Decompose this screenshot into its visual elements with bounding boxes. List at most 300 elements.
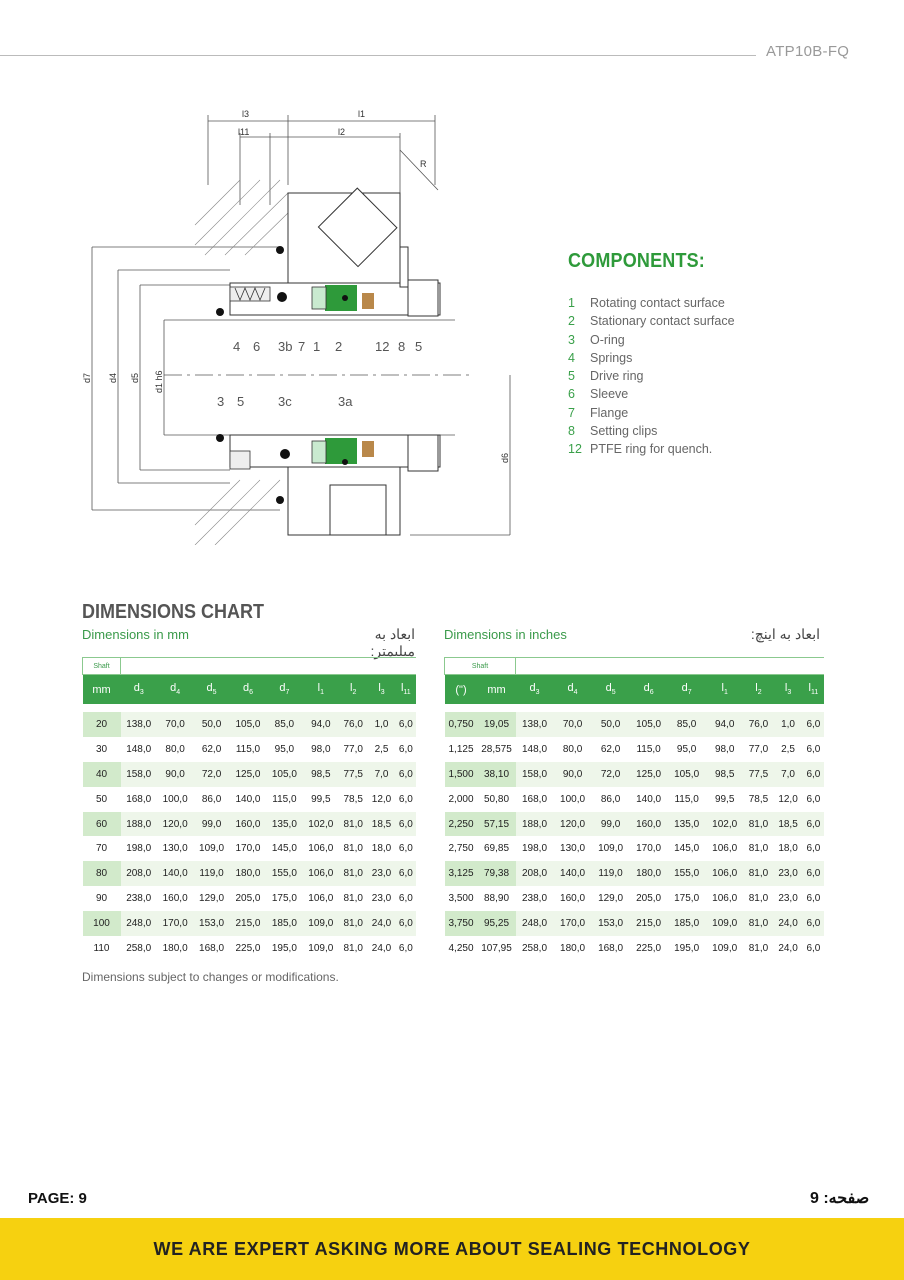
table-cell: 158,0 (516, 762, 554, 787)
dim-label: l1 (358, 109, 366, 119)
table-cell: 6,0 (398, 793, 413, 805)
table-cell: 155,0 (266, 861, 302, 886)
component-item: 4 Springs (568, 350, 633, 365)
table-cell: 94,0 (303, 712, 339, 737)
table-cell: 23,0 (371, 893, 392, 905)
mm-subtitle: Dimensions in mm (82, 627, 189, 642)
column-header: $l_1$ (706, 675, 744, 705)
table-row (83, 812, 417, 837)
table-cell: 258,0 (126, 942, 152, 954)
callout: 3 (217, 394, 225, 409)
table-cell: 1,0 (773, 712, 803, 737)
table-cell: 138,0 (121, 712, 157, 737)
table-row (445, 861, 825, 886)
table-cell: 60 (83, 812, 121, 837)
column-header: $d_7$ (266, 675, 302, 705)
table-row (83, 836, 417, 861)
callout: 3b (278, 339, 293, 354)
table-row (83, 861, 417, 886)
table-cell: 168,0 (598, 942, 624, 954)
table-cell: 100 (83, 911, 121, 936)
callout: 2 (335, 339, 343, 354)
column-header: $d_5$ (592, 675, 630, 705)
table-cell: 50,80 (483, 793, 510, 805)
table-cell: 2,750 (448, 843, 474, 855)
table-cell: 86,0 (201, 793, 222, 805)
table-cell: 81,0 (343, 893, 363, 905)
table-cell: 24,0 (371, 942, 392, 954)
table-cell: 80,0 (562, 743, 583, 755)
table-cell: 248,0 (121, 911, 157, 936)
column-header: (") (445, 675, 478, 705)
table-cell: 6,0 (396, 712, 416, 737)
table-cell: 95,0 (676, 743, 697, 755)
footer-slogan: WE ARE EXPERT ASKING MORE ABOUT SEALING TECHNOLOGY (153, 1239, 751, 1259)
table-cell: 106,0 (706, 861, 744, 886)
table-cell: 215,0 (230, 911, 266, 936)
column-header: $l_{11}$ (396, 675, 416, 705)
table-cell: 168,0 (522, 793, 548, 805)
table-row (83, 886, 417, 911)
component-item: 1 Rotating contact surface (568, 296, 725, 310)
table-cell: 238,0 (126, 893, 152, 905)
table-cell: 79,38 (478, 861, 516, 886)
table-cell: 135,0 (266, 812, 302, 837)
table-cell: 81,0 (748, 893, 769, 905)
table-cell: 129,0 (598, 893, 624, 905)
table-cell: 180,0 (230, 861, 266, 886)
header-rule (0, 55, 756, 56)
table-cell: 19,05 (478, 712, 516, 737)
table-cell: 2,000 (448, 793, 474, 805)
table-row (445, 812, 825, 837)
callout: 8 (398, 339, 406, 354)
table-cell: 23,0 (778, 893, 798, 905)
table-cell: 160,0 (560, 893, 586, 905)
seal-cross-section-drawing (80, 105, 520, 545)
column-header: $l_1$ (303, 675, 339, 705)
inch-table-body (445, 712, 825, 961)
table-cell: 7,0 (773, 762, 803, 787)
table-cell: 160,0 (162, 893, 188, 905)
dim-label: d6 (500, 452, 510, 463)
table-cell: 81,0 (339, 812, 367, 837)
table-cell: 6,0 (806, 793, 821, 805)
table-cell: 99,5 (311, 793, 331, 805)
table-cell: 24,0 (773, 911, 803, 936)
table-cell: 225,0 (235, 942, 261, 954)
table-cell: 81,0 (744, 861, 774, 886)
table-cell: 6,0 (398, 893, 413, 905)
table-cell: 70,0 (157, 712, 193, 737)
table-cell: 140,0 (636, 793, 662, 805)
table-cell: 81,0 (744, 812, 774, 837)
table-cell: 130,0 (162, 843, 188, 855)
table-cell: 180,0 (162, 942, 188, 954)
mm-dimensions-table (82, 657, 416, 961)
table-cell: 24,0 (778, 942, 798, 954)
table-cell: 86,0 (600, 793, 621, 805)
table-cell: 125,0 (230, 762, 266, 787)
table-cell: 109,0 (199, 843, 225, 855)
table-cell: 23,0 (773, 861, 803, 886)
table-cell: 105,0 (630, 712, 668, 737)
table-cell: 158,0 (121, 762, 157, 787)
table-row (445, 886, 825, 911)
table-cell: 175,0 (674, 893, 700, 905)
table-cell: 62,0 (201, 743, 222, 755)
table-row (83, 762, 417, 787)
column-header: $l_2$ (339, 675, 367, 705)
table-cell: 90 (95, 893, 108, 905)
table-row (445, 836, 825, 861)
table-cell: 18,5 (773, 812, 803, 837)
column-header: $d_3$ (121, 675, 157, 705)
column-header: $d_6$ (230, 675, 266, 705)
table-cell: 1,500 (445, 762, 478, 787)
table-cell: 77,0 (748, 743, 769, 755)
table-cell: 81,0 (339, 861, 367, 886)
table-cell: 188,0 (121, 812, 157, 837)
table-cell: 12,0 (371, 793, 392, 805)
table-cell: 0,750 (445, 712, 478, 737)
table-cell: 195,0 (674, 942, 700, 954)
column-header: $l_3$ (773, 675, 803, 705)
table-cell: 198,0 (126, 843, 152, 855)
table-cell: 120,0 (157, 812, 193, 837)
component-item: 12 PTFE ring for quench. (568, 442, 713, 457)
table-cell: 138,0 (516, 712, 554, 737)
table-cell: 208,0 (121, 861, 157, 886)
table-cell: 81,0 (748, 942, 769, 954)
column-header: $d_4$ (554, 675, 592, 705)
table-cell: 100,0 (162, 793, 188, 805)
table-cell: 258,0 (522, 942, 548, 954)
table-cell: 140,0 (235, 793, 261, 805)
table-row (83, 712, 417, 737)
table-row (445, 737, 825, 762)
component-item: 6 Sleeve (568, 387, 629, 402)
table-cell: 6,0 (803, 861, 824, 886)
column-header: $d_3$ (516, 675, 554, 705)
table-cell: 130,0 (560, 843, 586, 855)
table-cell: 81,0 (343, 843, 363, 855)
dim-label: d1 h6 (154, 370, 164, 393)
table-cell: 3,750 (445, 911, 478, 936)
column-header: $l_3$ (367, 675, 395, 705)
table-cell: 6,0 (806, 942, 821, 954)
page-number: PAGE: 9 (28, 1190, 87, 1207)
mm-subtitle-fa: ابعاد به میلیمتر: (370, 626, 415, 659)
table-cell: 6,0 (398, 942, 413, 954)
table-row (83, 936, 417, 961)
table-cell: 6,0 (806, 843, 821, 855)
table-cell: 18,0 (371, 843, 392, 855)
table-cell: 109,0 (706, 911, 744, 936)
component-item: 7 Flange (568, 405, 629, 420)
table-cell: 50,0 (193, 712, 229, 737)
table-row (445, 712, 825, 737)
column-header: $d_6$ (630, 675, 668, 705)
callout: 5 (237, 394, 245, 409)
component-item: 8 Setting clips (568, 424, 658, 439)
column-header: mm (83, 675, 121, 705)
callout: 3c (278, 394, 292, 409)
table-cell: 90,0 (554, 762, 592, 787)
table-cell: 6,0 (396, 861, 416, 886)
table-cell: 125,0 (630, 762, 668, 787)
table-cell: 170,0 (636, 843, 662, 855)
components-title: COMPONENTS: (568, 250, 705, 272)
table-cell: 6,0 (803, 712, 824, 737)
shaft-label: Shaft (83, 658, 121, 675)
table-cell: 238,0 (522, 893, 548, 905)
table-cell: 160,0 (630, 812, 668, 837)
table-cell: 205,0 (235, 893, 261, 905)
table-cell: 38,10 (478, 762, 516, 787)
table-cell: 188,0 (516, 812, 554, 837)
table-cell: 7,0 (367, 762, 395, 787)
table-cell: 50,0 (592, 712, 630, 737)
table-cell: 145,0 (271, 843, 297, 855)
column-header: $d_4$ (157, 675, 193, 705)
table-cell: 115,0 (636, 743, 661, 755)
mm-table-body (83, 712, 417, 961)
table-cell: 140,0 (554, 861, 592, 886)
table-cell: 115,0 (674, 793, 699, 805)
table-cell: 109,0 (303, 911, 339, 936)
callout: 1 (313, 339, 321, 354)
table-cell: 105,0 (266, 762, 302, 787)
table-cell: 70,0 (554, 712, 592, 737)
table-cell: 69,85 (483, 843, 510, 855)
table-cell: 76,0 (744, 712, 774, 737)
table-cell: 3,125 (445, 861, 478, 886)
table-cell: 18,5 (367, 812, 395, 837)
table-cell: 40 (83, 762, 121, 787)
table-cell: 77,5 (744, 762, 774, 787)
table-cell: 57,15 (478, 812, 516, 837)
table-cell: 180,0 (560, 942, 586, 954)
table-cell: 6,0 (398, 843, 413, 855)
inch-header-row (445, 675, 825, 705)
table-cell: 94,0 (706, 712, 744, 737)
table-cell: 109,0 (308, 942, 334, 954)
column-header: $d_5$ (193, 675, 229, 705)
callout: 4 (233, 339, 241, 354)
dim-label: d5 (130, 372, 140, 383)
table-cell: 105,0 (230, 712, 266, 737)
table-cell: 80 (83, 861, 121, 886)
table-cell: 81,0 (748, 843, 769, 855)
component-item: 3 O-ring (568, 332, 625, 347)
table-cell: 20 (83, 712, 121, 737)
table-cell: 6,0 (803, 911, 824, 936)
table-cell: 77,0 (343, 743, 363, 755)
table-cell: 98,5 (303, 762, 339, 787)
table-cell: 100,0 (560, 793, 586, 805)
table-cell: 6,0 (806, 743, 821, 755)
table-cell: 115,0 (272, 793, 297, 805)
table-cell: 2,5 (781, 743, 795, 755)
table-cell: 81,0 (343, 942, 363, 954)
table-cell: 148,0 (522, 743, 548, 755)
table-cell: 160,0 (230, 812, 266, 837)
callout: 3a (338, 394, 353, 409)
table-cell: 85,0 (668, 712, 706, 737)
table-cell: 170,0 (157, 911, 193, 936)
table-cell: 120,0 (554, 812, 592, 837)
table-cell: 195,0 (271, 942, 297, 954)
table-cell: 208,0 (516, 861, 554, 886)
table-cell: 185,0 (266, 911, 302, 936)
table-cell: 6,0 (806, 893, 821, 905)
model-code: ATP10B-FQ (766, 43, 850, 60)
column-header: $d_7$ (668, 675, 706, 705)
table-cell: 225,0 (636, 942, 662, 954)
table-cell: 153,0 (193, 911, 229, 936)
table-cell: 2,250 (445, 812, 478, 837)
table-cell: 110 (93, 942, 110, 954)
table-cell: 145,0 (674, 843, 700, 855)
callout: 5 (415, 339, 423, 354)
table-cell: 6,0 (803, 812, 824, 837)
table-row (445, 936, 825, 961)
table-cell: 1,0 (367, 712, 395, 737)
table-cell: 6,0 (398, 743, 413, 755)
table-cell: 248,0 (516, 911, 554, 936)
table-cell: 24,0 (367, 911, 395, 936)
inch-subtitle: Dimensions in inches (444, 627, 567, 642)
table-cell: 30 (95, 743, 108, 755)
component-item: 2 Stationary contact surface (568, 314, 735, 329)
inch-subtitle-fa: ابعاد به اینچ: (750, 626, 820, 642)
dim-label: d7 (82, 372, 92, 383)
table-cell: 135,0 (668, 812, 706, 837)
table-cell: 90,0 (157, 762, 193, 787)
table-cell: 72,0 (592, 762, 630, 787)
table-cell: 106,0 (308, 893, 334, 905)
table-cell: 109,0 (598, 843, 624, 855)
table-row (83, 737, 417, 762)
table-row (445, 911, 825, 936)
table-cell: 88,90 (483, 893, 510, 905)
table-cell: 2,5 (374, 743, 389, 755)
dim-label: R (420, 159, 427, 169)
dim-label: l3 (242, 109, 250, 119)
dim-label: l11 (238, 127, 250, 137)
table-cell: 170,0 (235, 843, 261, 855)
table-cell: 85,0 (266, 712, 302, 737)
table-cell: 4,250 (448, 942, 474, 954)
table-cell: 23,0 (367, 861, 395, 886)
table-cell: 168,0 (199, 942, 225, 954)
table-cell: 109,0 (712, 942, 738, 954)
shaft-label: Shaft (445, 658, 516, 675)
table-cell: 155,0 (668, 861, 706, 886)
table-cell: 215,0 (630, 911, 668, 936)
table-cell: 3,500 (448, 893, 474, 905)
table-cell: 205,0 (636, 893, 662, 905)
column-header: $l_{11}$ (803, 675, 824, 705)
table-cell: 129,0 (199, 893, 225, 905)
table-cell: 198,0 (522, 843, 548, 855)
table-cell: 106,0 (303, 861, 339, 886)
inch-dimensions-table (444, 657, 824, 961)
table-cell: 148,0 (126, 743, 152, 755)
table-cell: 6,0 (803, 762, 824, 787)
callout: 12 (375, 339, 390, 354)
table-cell: 12,0 (778, 793, 798, 805)
table-cell: 81,0 (339, 911, 367, 936)
table-cell: 99,0 (193, 812, 229, 837)
components-list (568, 296, 735, 461)
page-number-fa: صفحه: 9 (810, 1190, 870, 1207)
table-cell: 98,0 (311, 743, 331, 755)
table-cell: 95,25 (478, 911, 516, 936)
table-cell: 77,5 (339, 762, 367, 787)
table-cell: 106,0 (712, 893, 738, 905)
table-cell: 102,0 (706, 812, 744, 837)
mm-header-row (83, 675, 417, 705)
table-cell: 140,0 (157, 861, 193, 886)
table-cell: 28,575 (481, 743, 512, 755)
table-cell: 6,0 (396, 911, 416, 936)
table-row (83, 911, 417, 936)
dim-label: l2 (338, 127, 346, 137)
table-cell: 18,0 (778, 843, 798, 855)
table-cell: 119,0 (592, 861, 630, 886)
table-cell: 95,0 (274, 743, 295, 755)
component-item: 5 Drive ring (568, 369, 644, 384)
dimensions-note: Dimensions subject to changes or modifications. (82, 970, 339, 984)
table-cell: 115,0 (235, 743, 261, 755)
table-cell: 62,0 (600, 743, 621, 755)
callout: 6 (253, 339, 261, 354)
table-cell: 72,0 (193, 762, 229, 787)
table-cell: 168,0 (126, 793, 152, 805)
callout: 7 (298, 339, 306, 354)
table-cell: 1,125 (448, 743, 474, 755)
table-cell: 6,0 (396, 812, 416, 837)
table-cell: 6,0 (396, 762, 416, 787)
column-header: $l_2$ (744, 675, 774, 705)
table-cell: 50 (95, 793, 108, 805)
table-cell: 105,0 (668, 762, 706, 787)
table-cell: 98,5 (706, 762, 744, 787)
table-cell: 70 (95, 843, 108, 855)
footer-banner (0, 1218, 904, 1280)
table-cell: 78,5 (343, 793, 363, 805)
table-cell: 76,0 (339, 712, 367, 737)
table-cell: 106,0 (308, 843, 334, 855)
dim-label: d4 (108, 372, 118, 383)
table-cell: 185,0 (668, 911, 706, 936)
table-cell: 153,0 (592, 911, 630, 936)
table-row (445, 762, 825, 787)
table-cell: 170,0 (554, 911, 592, 936)
table-cell: 180,0 (630, 861, 668, 886)
table-cell: 175,0 (271, 893, 297, 905)
table-cell: 119,0 (193, 861, 229, 886)
table-cell: 99,0 (592, 812, 630, 837)
table-cell: 81,0 (744, 911, 774, 936)
table-cell: 107,95 (481, 942, 512, 954)
table-row (83, 787, 417, 812)
table-cell: 99,5 (714, 793, 735, 805)
table-cell: 102,0 (303, 812, 339, 837)
table-cell: 106,0 (712, 843, 738, 855)
